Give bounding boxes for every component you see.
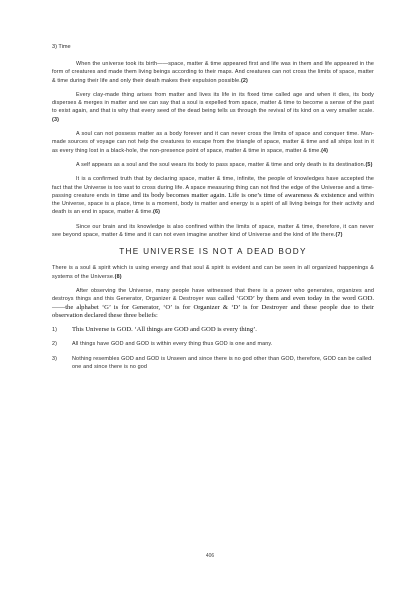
list-item-text: This Universe is GOD. ‘All things are GOD and GOD is every thing’. bbox=[72, 326, 257, 334]
list-item-number: 3) bbox=[52, 355, 58, 362]
paragraph-1-text: When the universe took its birth——space, matter & time appeared first and life was in them and life appeared in the form of creatures and made them living beings according to their maps. And creatures can not cross the limits of space, matter & time during their life and only their death makes their expulsion possible. bbox=[52, 61, 374, 84]
list-item bbox=[52, 326, 374, 334]
list-item bbox=[52, 355, 374, 372]
paragraph-2-text: Every clay-made thing arises from matter and lives its life in its fixed time called age and when it dies, its body disperses & merges in matter and we can say that a soul is expelled from space, matter & time to become a sense of the past to exist again, and that is why that every seed of the dead being tells us through the revival of its kind on a very smaller scale. bbox=[52, 91, 374, 115]
paragraph-4 bbox=[52, 161, 374, 169]
paragraph-7 bbox=[52, 264, 374, 281]
paragraph-7-text: There is a soul & spirit which is using energy and that soul & spirit is evident and can be seen in all organized happenings & systems of the Universe. bbox=[52, 265, 374, 280]
section-title: THE UNIVERSE IS NOT A DEAD BODY bbox=[119, 247, 307, 257]
list-item-number: 1) bbox=[52, 327, 58, 334]
paragraph-3 bbox=[52, 130, 374, 155]
footnote-ref-7: (7) bbox=[335, 232, 343, 239]
paragraph-5-text-c: within the Universe, space is a place, time is a moment, body is matter and energy is a spirit of all living beings for their activity and death is an end in space, matter & time. bbox=[52, 192, 374, 216]
list-item-number: 2) bbox=[52, 341, 58, 348]
list-item-text: Nothing resembles GOD and GOD is Unseen and since there is no god other than GOD, therefore, GOD can be called one and since there is no god bbox=[72, 355, 372, 371]
paragraph-3-text: A soul can not possess matter as a body forever and it can never cross the limits of space and conquer time. Man-made sources of voyage can not help the creatures to escape from the triangle of space, matter & time and all ships lost in it as every thing lost in a black-hole, the non-presence point of space, matter & time in space, matter & time. bbox=[52, 131, 374, 154]
list-item-text: All things have GOD and GOD is within every thing thus GOD is one and many. bbox=[72, 341, 273, 348]
beliefs-list bbox=[52, 326, 374, 371]
paragraph-2 bbox=[52, 91, 374, 124]
paragraph-4-text: A self appears as a soul and the soul wears its body to pass space, matter & time and only death is its destination. bbox=[76, 161, 366, 168]
footnote-ref-8: (8) bbox=[114, 273, 122, 280]
section-heading: 3) Time bbox=[52, 44, 71, 50]
footnote-ref-4: (4) bbox=[321, 147, 329, 154]
paragraph-5 bbox=[52, 175, 374, 216]
list-item bbox=[52, 340, 374, 348]
paragraph-6-text: Since our brain and its knowledge is also confined within the limits of space, matter & time, therefore, it can never see beyond space, matter & time and it can not even imagine another kind of Universe and the kind of life there. bbox=[52, 223, 374, 239]
paragraph-8-text-a: After observing the Universe, many people have witnessed that there is a power who generates, organizes and destroys things and this Generator, Organizer & Destroyer was bbox=[52, 287, 374, 303]
paragraph-6 bbox=[52, 223, 374, 240]
footnote-ref-2: (2) bbox=[240, 77, 248, 84]
paragraph-5-text-b: time and its body becomes matter again. Life is one’s time of awareness & existence and bbox=[117, 191, 358, 199]
footnote-ref-3: (3) bbox=[52, 116, 60, 123]
footnote-ref-6: (6) bbox=[153, 209, 161, 216]
paragraph-1 bbox=[52, 60, 374, 85]
paragraph-5-text-a: It is a confirmed truth that by declaring space, matter & time, infinite, the people of knowledges have accepted the fact that the Universe is too vast to cross during life. A space measuring thing can not find the edge of the Universe and a time-passing creature ends in bbox=[52, 176, 374, 199]
paragraph-8 bbox=[52, 287, 374, 320]
paragraph-8-text-b: called ‘GOD’ by them and even today in the word GOD.——the alphabet ‘G’ is for Generator, ‘O’ is for Organizer & ‘D’ is for Destroyer and these people due to their observation declared these three beliefs: bbox=[52, 295, 374, 319]
page-number: 406 bbox=[205, 553, 215, 559]
footnote-ref-5: (5) bbox=[365, 161, 373, 168]
